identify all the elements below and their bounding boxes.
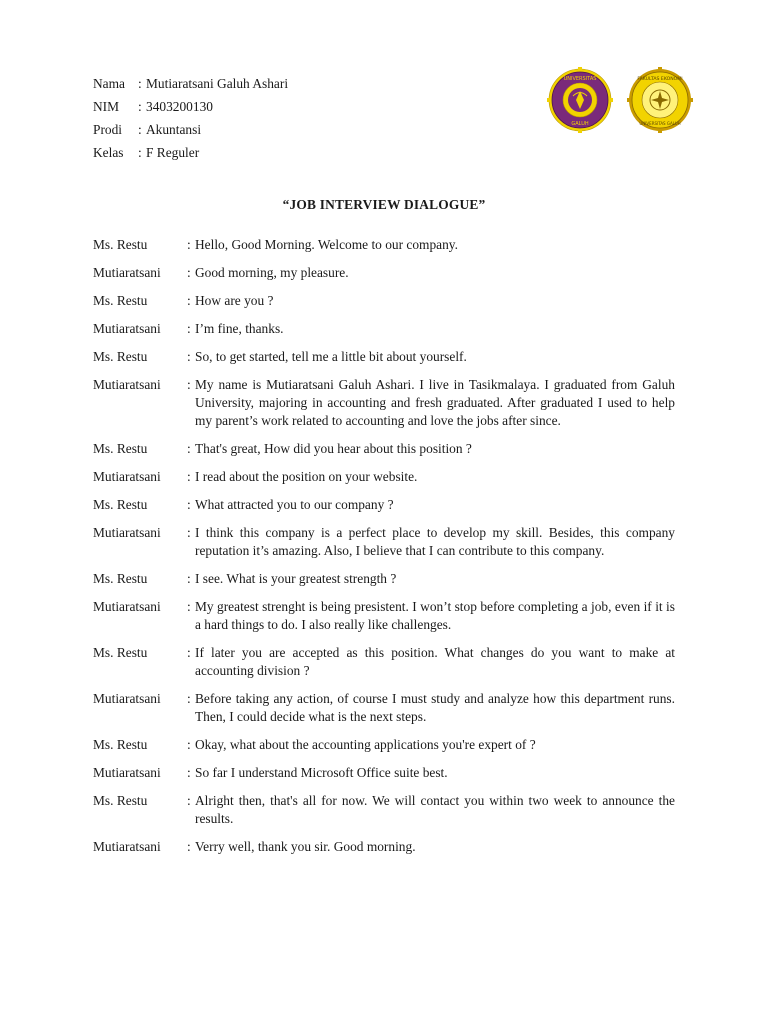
- dialogue-text: I see. What is your greatest strength ?: [195, 571, 397, 586]
- dialogue-line: [93, 838, 675, 856]
- dialogue-text: My greatest strenght is being presistent. I won’t stop before completing a job, even if it is a hard things to do. I also really like challenges.: [195, 599, 675, 632]
- dialogue-speaker: Mutiaratsani: [93, 691, 161, 706]
- svg-text:UNIVERSITAS GALUH: UNIVERSITAS GALUH: [639, 121, 681, 126]
- dialogue-text: Verry well, thank you sir. Good morning.: [195, 839, 416, 854]
- dialogue-separator: :: [187, 765, 191, 780]
- dialogue-speaker: Ms. Restu: [93, 441, 148, 456]
- identity-separator: :: [138, 99, 142, 114]
- identity-row-nama: [93, 76, 493, 99]
- dialogue-speaker: Ms. Restu: [93, 293, 148, 308]
- document-title: “JOB INTERVIEW DIALOGUE”: [282, 197, 486, 212]
- dialogue-separator: :: [187, 293, 191, 308]
- dialogue-speaker: Mutiaratsani: [93, 839, 161, 854]
- dialogue-separator: :: [187, 469, 191, 484]
- svg-text:GALUH: GALUH: [571, 121, 589, 127]
- dialogue-text: If later you are accepted as this position. What changes do you want to make at accounting division ?: [195, 645, 675, 678]
- dialogue-line: [93, 468, 675, 486]
- identity-row-nim: [93, 99, 493, 122]
- identity-key: Prodi: [93, 122, 123, 137]
- identity-key: Kelas: [93, 145, 124, 160]
- dialogue-text: Alright then, that's all for now. We will contact you within two week to announce the results.: [195, 793, 675, 826]
- dialogue-separator: :: [187, 349, 191, 364]
- dialogue-text: Before taking any action, of course I must study and analyze how this department runs. Then, I could decide what is the next steps.: [195, 691, 675, 724]
- dialogue-speaker: Ms. Restu: [93, 349, 148, 364]
- dialogue-text: My name is Mutiaratsani Galuh Ashari. I live in Tasikmalaya. I graduated from Galuh University, majoring in accounting and fresh graduated. After graduated I used to help my parent’s work related to accounting and love the jobs after since.: [195, 377, 675, 428]
- dialogue-line: [93, 496, 675, 514]
- dialogue-line: [93, 524, 675, 560]
- identity-separator: :: [138, 145, 142, 160]
- identity-separator: :: [138, 76, 142, 91]
- dialogue-line: [93, 570, 675, 588]
- dialogue-text: How are you ?: [195, 293, 274, 308]
- dialogue-separator: :: [187, 237, 191, 252]
- dialogue-speaker: Mutiaratsani: [93, 469, 161, 484]
- dialogue-text: Hello, Good Morning. Welcome to our company.: [195, 237, 458, 252]
- dialogue-line: [93, 598, 675, 634]
- dialogue-speaker: Ms. Restu: [93, 497, 148, 512]
- fakultas-ekonomi-logo-icon: [627, 67, 693, 133]
- dialogue-separator: :: [187, 645, 191, 660]
- dialogue-speaker: Ms. Restu: [93, 571, 148, 586]
- dialogue-text: So, to get started, tell me a little bit about yourself.: [195, 349, 467, 364]
- identity-value: 3403200130: [146, 99, 213, 114]
- dialogue-separator: :: [187, 441, 191, 456]
- identity-row-prodi: [93, 122, 493, 145]
- dialogue-text: I’m fine, thanks.: [195, 321, 284, 336]
- dialogue-separator: :: [187, 599, 191, 614]
- dialogue-separator: :: [187, 793, 191, 808]
- dialogue-line: [93, 376, 675, 430]
- dialogue-separator: :: [187, 525, 191, 540]
- identity-row-kelas: [93, 145, 493, 168]
- dialogue-speaker: Ms. Restu: [93, 645, 148, 660]
- dialogue-speaker: Mutiaratsani: [93, 765, 161, 780]
- identity-value: Akuntansi: [146, 122, 202, 137]
- dialogue-line: [93, 644, 675, 680]
- dialogue-text: So far I understand Microsoft Office suite best.: [195, 765, 448, 780]
- dialogue-separator: :: [187, 265, 191, 280]
- dialogue-text: Okay, what about the accounting applications you're expert of ?: [195, 737, 536, 752]
- header-logos: [547, 67, 707, 133]
- identity-key: NIM: [93, 99, 120, 114]
- dialogue-separator: :: [187, 321, 191, 336]
- dialogue-separator: :: [187, 377, 191, 392]
- dialogue-speaker: Mutiaratsani: [93, 321, 161, 336]
- dialogue-line: [93, 440, 675, 458]
- dialogue-text: I think this company is a perfect place to develop my skill. Besides, this company reputation it’s amazing. Also, I believe that I can contribute to this company.: [195, 525, 675, 558]
- student-identity-block: [93, 76, 493, 168]
- dialogue-speaker: Mutiaratsani: [93, 377, 161, 392]
- dialogue-separator: :: [187, 839, 191, 854]
- dialogue-line: [93, 348, 675, 366]
- dialogue-separator: :: [187, 497, 191, 512]
- dialogue-speaker: Ms. Restu: [93, 793, 148, 808]
- dialogue-speaker: Ms. Restu: [93, 237, 148, 252]
- svg-text:FAKULTAS EKONOMI: FAKULTAS EKONOMI: [637, 77, 683, 82]
- svg-text:UNIVERSITAS: UNIVERSITAS: [563, 76, 597, 82]
- dialogue-separator: :: [187, 571, 191, 586]
- dialogue-line: [93, 264, 675, 282]
- dialogue-speaker: Ms. Restu: [93, 737, 148, 752]
- dialogue-text: What attracted you to our company ?: [195, 497, 394, 512]
- universitas-galuh-logo-icon: [547, 67, 613, 133]
- dialogue-line: [93, 320, 675, 338]
- identity-separator: :: [138, 122, 142, 137]
- dialogue-speaker: Mutiaratsani: [93, 525, 161, 540]
- dialogue-list: [93, 236, 675, 866]
- identity-key: Nama: [93, 76, 125, 91]
- dialogue-text: That's great, How did you hear about this position ?: [195, 441, 472, 456]
- identity-value: F Reguler: [146, 145, 200, 160]
- dialogue-line: [93, 736, 675, 754]
- dialogue-speaker: Mutiaratsani: [93, 599, 161, 614]
- dialogue-line: [93, 292, 675, 310]
- dialogue-speaker: Mutiaratsani: [93, 265, 161, 280]
- dialogue-text: I read about the position on your website.: [195, 469, 418, 484]
- dialogue-line: [93, 792, 675, 828]
- dialogue-line: [93, 236, 675, 254]
- dialogue-text: Good morning, my pleasure.: [195, 265, 349, 280]
- dialogue-line: [93, 764, 675, 782]
- dialogue-separator: :: [187, 737, 191, 752]
- identity-value: Mutiaratsani Galuh Ashari: [146, 76, 289, 91]
- dialogue-separator: :: [187, 691, 191, 706]
- dialogue-line: [93, 690, 675, 726]
